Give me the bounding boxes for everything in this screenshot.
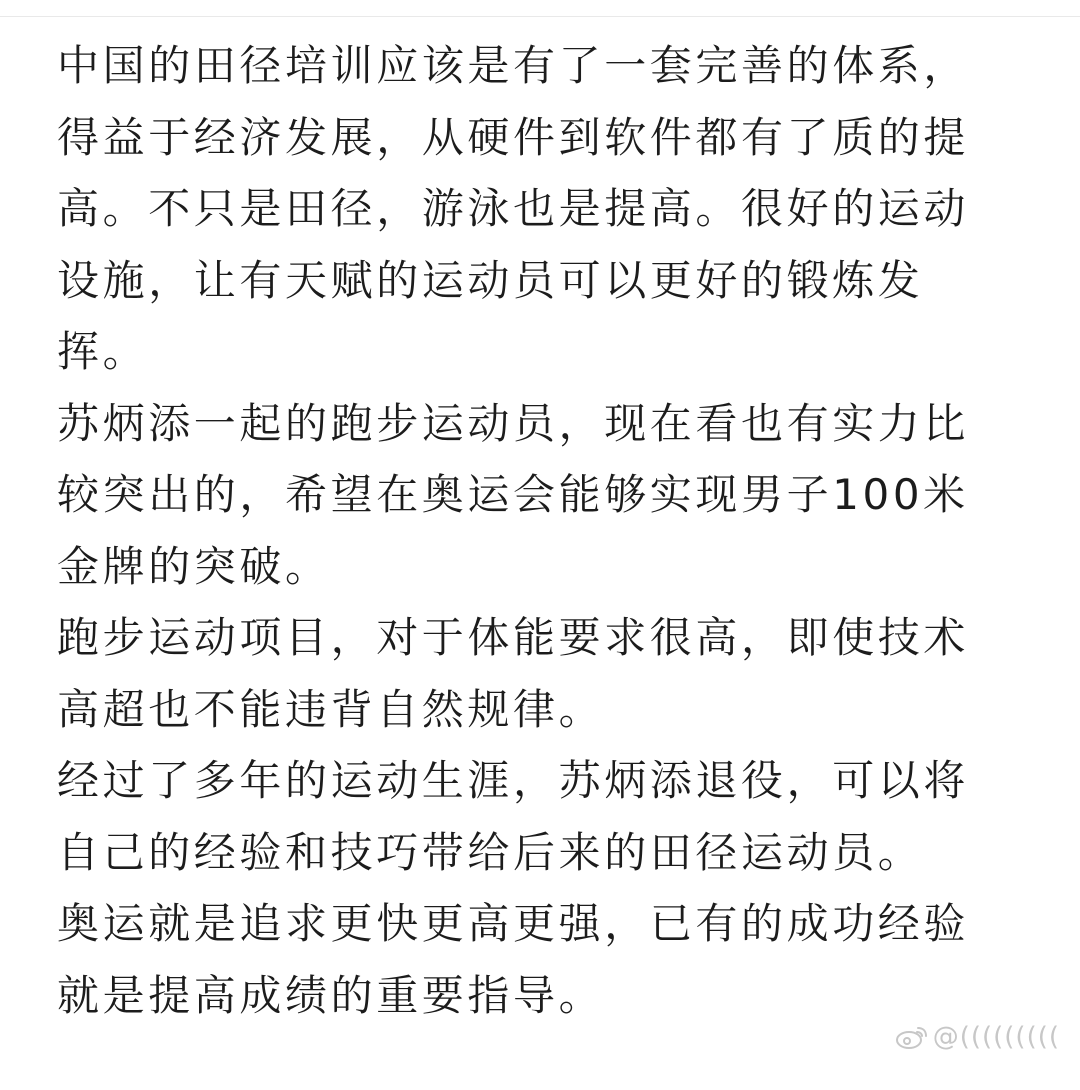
paragraph-3 <box>57 602 1047 745</box>
paragraph-line: 中国的田径培训应该是有了一套完善的体系， <box>57 41 970 90</box>
paragraph-line: 得益于经济发展，从硬件到软件都有了质的提 <box>57 112 970 162</box>
paragraph-line: 奥运就是追求更快更高更强，已有的成功经验 <box>57 899 970 948</box>
top-divider <box>0 16 1080 17</box>
paragraph-line: 挥。 <box>57 327 149 376</box>
paragraph-5 <box>57 888 1047 1031</box>
paragraph-2 <box>57 388 1047 603</box>
paragraph-line: 设施，让有天赋的运动员可以更好的锻炼发 <box>57 255 924 305</box>
weibo-logo-icon <box>895 1023 929 1051</box>
watermark-handle: @((((((((( <box>932 1022 1060 1052</box>
paragraph-line: 高。不只是田径，游泳也是提高。很好的运动 <box>57 184 970 233</box>
paragraph-line: 苏炳添一起的跑步运动员，现在看也有实力比 <box>57 398 970 448</box>
article-body <box>57 30 1047 1031</box>
paragraph-line: 自己的经验和技巧带给后来的田径运动员。 <box>57 827 924 877</box>
paragraph-line: 经过了多年的运动生涯，苏炳添退役，可以将 <box>57 756 970 805</box>
paragraph-line: 跑步运动项目，对于体能要求很高，即使技术 <box>57 613 970 662</box>
paragraph-line: 高超也不能违背自然规律。 <box>57 684 605 734</box>
paragraph-line: 较突出的，希望在奥运会能够实现男子100米 <box>57 470 969 519</box>
paragraph-4 <box>57 745 1047 888</box>
paragraph-line: 金牌的突破。 <box>57 541 331 591</box>
paragraph-1 <box>57 30 1047 388</box>
paragraph-line: 就是提高成绩的重要指导。 <box>57 970 605 1020</box>
weibo-watermark <box>895 1022 1060 1052</box>
